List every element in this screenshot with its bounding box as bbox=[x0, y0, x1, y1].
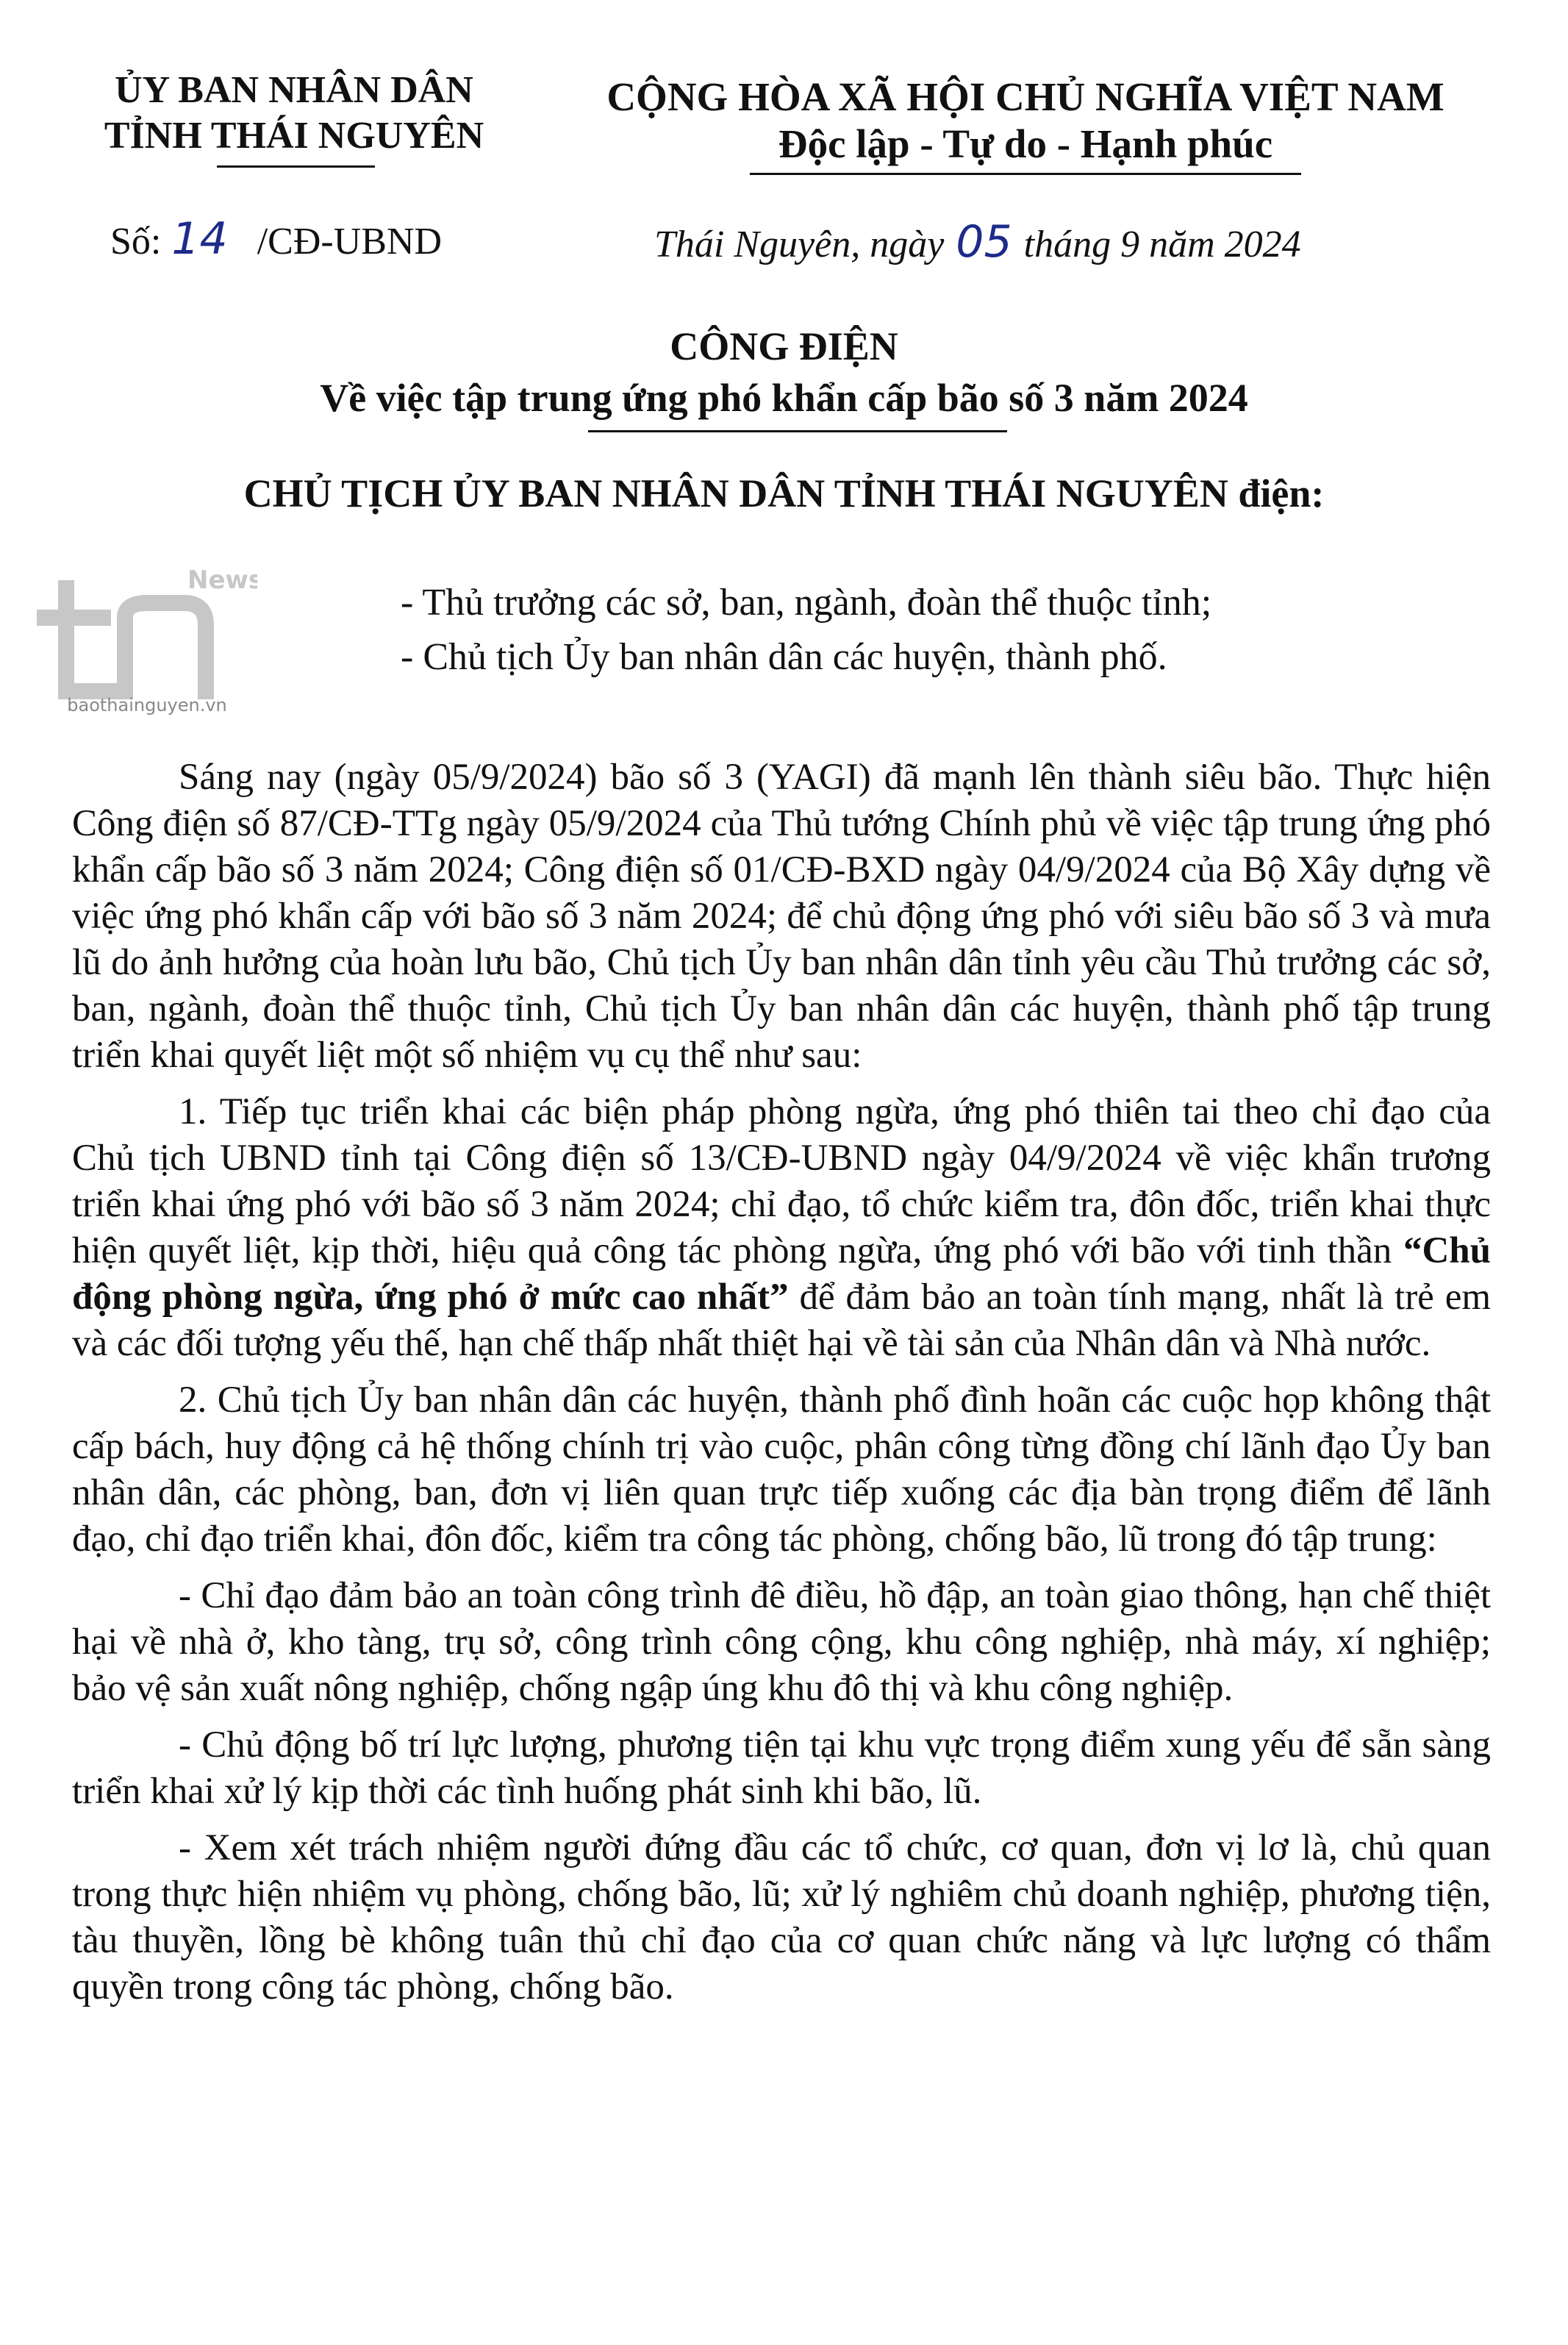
handwritten-day: 05 bbox=[956, 216, 1012, 268]
bullet-3: - Xem xét trách nhiệm người đứng đầu các tổ chức, cơ quan, đơn vị lơ là, chủ quan trong thực hiện nhiệm vụ phòng, chống bão, lũ; xử lý nghiêm chủ doanh nghiệp, phương tiện, tàu thuyền, lồng bè không tuân thủ chỉ đạo của cơ quan chức năng và lực lượng có thẩm quyền trong công tác phòng, chống bão. bbox=[72, 1827, 1491, 2007]
issuing-authority bbox=[74, 68, 515, 159]
recipient-2: - Chủ tịch Ủy ban nhân dân các huyện, thành phố. bbox=[401, 636, 1167, 678]
motto: Độc lập - Tự do - Hạnh phúc bbox=[778, 121, 1273, 166]
item-1-paragraph bbox=[72, 1089, 1491, 1367]
item-1-text: 1. Tiếp tục triển khai các biện pháp phòng ngừa, ứng phó thiên tai theo chỉ đạo của Chủ tịch UBND tỉnh tại Công điện số 13/CĐ-UBND ngày 04/9/2024 về việc khẩn trương triển khai ứng phó với bão số 3 năm 2024; chỉ đạo, tổ chức kiểm tra, đôn đốc, triển khai thực hiện quyết liệt, kịp thời, hiệu quả công tác phòng ngừa, ứng phó với bão với tinh thần bbox=[72, 1091, 1491, 1271]
item-1-text-end: để đảm bảo an toàn tính mạng, nhất là trẻ em và các đối tượng yếu thế, hạn chế thấp nhất thiệt hại về tài sản của Nhân dân và Nhà nước. bbox=[72, 1277, 1492, 1364]
date-prefix: Thái Nguyên, ngày bbox=[654, 224, 945, 265]
watermark-brand: News bbox=[187, 565, 257, 595]
number-prefix: Số: bbox=[110, 221, 162, 263]
authority-line-1: ỦY BAN NHÂN DÂN bbox=[115, 69, 473, 111]
motto-underline bbox=[750, 173, 1301, 175]
document-type: CÔNG ĐIỆN bbox=[670, 324, 898, 368]
authority-line-2: TỈNH THÁI NGUYÊN bbox=[104, 115, 484, 157]
item-1-bold-slogan: “Chủ động phòng ngừa, ứng phó ở mức cao nhất” bbox=[72, 1230, 1492, 1318]
watermark-url: baothainguyen.vn bbox=[67, 695, 227, 715]
item-2-paragraph: 2. Chủ tịch Ủy ban nhân dân các huyện, thành phố đình hoãn các cuộc họp không thật cấp bách, huy động cả hệ thống chính trị vào cuộc, phân công từng đồng chí lãnh đạo Ủy ban nhân dân, các phòng, ban, đơn vị liên quan trực tiếp xuống các địa bàn trọng điểm để lãnh đạo, chỉ đạo triển khai, đôn đốc, kiểm tra công tác phòng, chống bão, lũ trong đó tập trung: bbox=[72, 1379, 1491, 1560]
authority-underline bbox=[217, 165, 375, 168]
watermark-icon bbox=[37, 559, 257, 706]
bullet-1: - Chỉ đạo đảm bảo an toàn công trình đê điều, hồ đập, an toàn giao thông, hạn chế thiệt hại về nhà ở, kho tàng, trụ sở, công trình công cộng, khu công nghiệp, nhà máy, xí nghiệp; bảo vệ sản xuất nông nghiệp, chống ngập úng khu đô thị và khu công nghiệp. bbox=[72, 1575, 1491, 1709]
handwritten-number: 14 bbox=[171, 213, 228, 265]
bullet-2: - Chủ động bố trí lực lượng, phương tiện tại khu vực trọng điểm xung yếu để sẵn sàng triển khai xử lý kịp thời các tình huống phát sinh khi bão, lũ. bbox=[72, 1724, 1491, 1812]
newspaper-watermark-logo bbox=[37, 559, 257, 713]
date-suffix: tháng 9 năm 2024 bbox=[1023, 224, 1301, 265]
intro-paragraph: Sáng nay (ngày 05/9/2024) bão số 3 (YAGI) đã mạnh lên thành siêu bão. Thực hiện Công điện số 87/CĐ-TTg ngày 05/9/2024 của Thủ tướng Chính phủ về việc tập trung ứng phó khẩn cấp bão số 3 năm 2024; Công điện số 01/CĐ-BXD ngày 04/9/2024 của Bộ Xây dựng về việc ứng phó khẩn cấp với bão số 3 năm 2024; để chủ động ứng phó với siêu bão số 3 và mưa lũ do ảnh hưởng của hoàn lưu bão, Chủ tịch Ủy ban nhân dân tỉnh yêu cầu Thủ trưởng các sở, ban, ngành, đoàn thể thuộc tỉnh, Chủ tịch Ủy ban nhân dân các huyện, thành phố tập trung triển khai quyết liệt một số nhiệm vụ cụ thể như sau: bbox=[72, 757, 1491, 1076]
document-body bbox=[72, 754, 1491, 2021]
nation-name: CỘNG HÒA XÃ HỘI CHỦ NGHĨA VIỆT NAM bbox=[606, 74, 1445, 119]
subject-underline bbox=[588, 430, 1007, 432]
document-number bbox=[110, 213, 442, 268]
addresser-line: CHỦ TỊCH ỦY BAN NHÂN DÂN TỈNH THÁI NGUYÊN điện: bbox=[243, 471, 1325, 515]
document-subject: Về việc tập trung ứng phó khẩn cấp bão số 3 năm 2024 bbox=[320, 376, 1248, 420]
number-suffix: /CĐ-UBND bbox=[257, 221, 443, 263]
recipient-1: - Thủ trưởng các sở, ban, ngành, đoàn thể thuộc tỉnh; bbox=[401, 582, 1212, 624]
national-motto bbox=[566, 74, 1485, 168]
issue-date bbox=[654, 216, 1301, 271]
